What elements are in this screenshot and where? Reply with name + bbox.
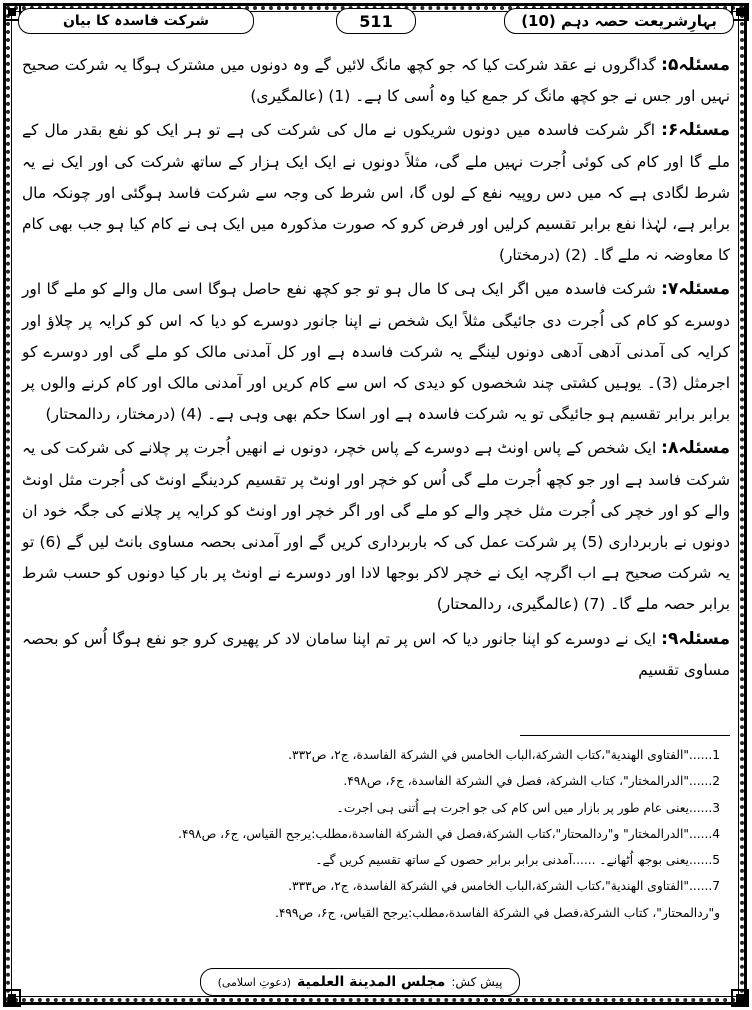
footnote-text: یعنی بوجھ اُٹھانے۔ ......آمدنی برابر برابر حصوں کے ساتھ تقسیم کریں گے۔ — [315, 853, 689, 868]
footnote-item — [40, 742, 720, 768]
masala-reference: (4) (درمختار، ردالمحتار) — [45, 405, 203, 424]
footnote-text: "الفتاوى الهندية"،كتاب الشركة،الباب الخامس في الشركة الفاسدة، ج۲، ص۳۳۲. — [288, 748, 689, 762]
footnote-leader: ...... — [688, 826, 713, 841]
footnote-leader: ...... — [688, 748, 713, 762]
footnote-number: 2 — [712, 774, 720, 789]
chapter-title: شرکت فاسدہ کا بیان — [18, 8, 254, 34]
masala-label: مسئلہ۵: — [661, 55, 730, 75]
footnote-leader: ...... — [688, 853, 713, 868]
masala-paragraph — [22, 115, 730, 271]
masala-label: مسئلہ۹: — [661, 628, 730, 649]
corner-ornament-icon — [2, 988, 22, 1008]
masala-reference: (2) (درمختار) — [498, 246, 587, 265]
footnote-text: و"ردالمحتار"، كتاب الشركة،فصل في الشركة الفاسدة،مطلب:يرجح القياس، ج۶، ص۴۹۹. — [274, 905, 720, 920]
masala-reference: (7) (عالمگیری، ردالمحتار) — [436, 595, 606, 614]
footnote-number: 4 — [712, 826, 720, 841]
masala-paragraph — [22, 50, 730, 112]
footnote-item — [40, 768, 720, 794]
publisher-name: مجلس المدينة العلمية — [297, 974, 446, 990]
masala-text: گداگروں نے عقد شرکت کیا کہ جو کچھ مانگ لائیں گے وہ دونوں میں مشترک ہوگا یہ شرکت صحیح نہیں اور جس نے جو کچھ مانگ کر جمع کیا وہ اُسی کا ہے۔ — [22, 56, 730, 106]
page-header — [18, 8, 734, 36]
footer-prefix: پیش کش: — [451, 975, 503, 989]
footnote-leader: ...... — [688, 800, 713, 815]
footnote-item — [40, 821, 720, 847]
page-number: 511 — [336, 8, 416, 34]
footnote-item — [40, 795, 720, 821]
footnote-number: 1 — [712, 748, 720, 762]
main-text — [22, 50, 730, 689]
masala-paragraph — [22, 433, 730, 620]
masala-text: ایک نے دوسرے کو اپنا جانور دیا کہ اس پر تم اپنا سامان لاد کر پھیری کرو جو نفع ہوگا اُس کو بحصہ مساوی تقسیم — [22, 629, 730, 679]
footnote-item — [40, 900, 720, 926]
footnote-divider — [520, 735, 730, 736]
footnote-text: یعنی عام طور پر بازار میں اس کام کی جو اجرت ہے اُتنی ہی اجرت۔ — [336, 800, 689, 815]
footnote-number: 5 — [712, 853, 720, 868]
publisher-subtitle: (دعوتِ اسلامی) — [217, 975, 292, 989]
footnote-text: "الدرالمختار" و"ردالمحتار"،كتاب الشركة،فصل في الشركة الفاسدة،مطلب:يرجح القياس، ج۶، ص۴۹۸. — [178, 826, 689, 841]
masala-text: ایک شخص کے پاس اونٹ ہے دوسرے کے پاس خچر، دونوں نے انھیں اُجرت پر چلانے کی شرکت کی یہ شرکت فاسد ہے اور جو کچھ اُجرت ملے گی اُس کو خچر اور اونٹ پر تقسیم کردینگے اونٹ کی اُجرت مثل اونٹ والے کو اور خچر کی اُجرت مثل خچر والے کو ملے گی اور اگر خچر اور اونٹ کو کرایہ پر چلانے کی جگہ خود ان دونوں نے باربرداری (5) پر شرکت عمل کی کہ باربرداری کریں گے اور آمدنی بحصہ مساوی بانٹ لیں گے (6) تو یہ شرکت صحیح ہے اب اگرچہ ایک نے خچر لاکر بوجھا لادا اور دوسرے نے اونٹ پر بار کیا دونوں کو حسب شرط برابر حصہ ملے گا۔ — [22, 439, 730, 614]
masala-text: اگر شرکت فاسدہ میں دونوں شریکوں نے مال کی شرکت کی ہے تو ہر ایک کو نفع بقدر مال کے ملے گا اور کام کی کوئی اُجرت نہیں ملے گی، مثلاً دونوں نے ایک ایک ہزار کے ساتھ شرکت کی اور ایک نے یہ شرط لگادی ہے کہ میں دس روپیہ نفع کے لوں گا، اس شرط کی وجہ سے شرکت فاسد ہوگئی اور چونکہ مال برابر ہے، لہٰذا نفع برابر تقسیم کرلیں اور فرض کرو کہ صورت مذکورہ میں ایک ہی نے کام کیا ہو جب بھی کام کا معاوضہ نہ ملے گا۔ — [22, 121, 730, 265]
masala-reference: (1) (عالمگیری) — [250, 87, 351, 106]
footnote-number: 3 — [712, 800, 720, 815]
footnote-number: 7 — [712, 879, 720, 894]
footnote-item — [40, 873, 720, 899]
footnotes — [40, 742, 720, 926]
corner-ornament-icon — [730, 988, 750, 1008]
masala-label: مسئلہ۸: — [661, 438, 730, 459]
publisher-footer — [200, 968, 520, 996]
masala-paragraph — [22, 274, 730, 430]
footnote-item — [40, 847, 720, 873]
masala-label: مسئلہ۶: — [661, 120, 730, 141]
footnote-leader: ...... — [688, 879, 713, 894]
masala-label: مسئلہ۷: — [661, 279, 730, 300]
masala-text: شرکت فاسدہ میں اگر ایک ہی کا مال ہو تو جو کچھ نفع حاصل ہوگا اسی مال والے کو ملے گا اور دوسرے کو کام کی اُجرت دی جائیگی مثلاً ایک شخص نے اپنا جانور دوسرے کو دیا کہ اس کو کرایہ پر چلاؤ اور کرایہ کی آمدنی آدھی آدھی دونوں لینگے یہ شرکت فاسدہ ہے اور کل آمدنی مالک کو ملے گی اور دوسرے کو اجرمثل (3)۔ یوہیں کشتی چند شخصوں کو دیدی کہ اس سے کام کریں اور آمدنی مالک اور کام کرنے والوں پر برابر برابر تقسیم ہو جائیگی تو یہ شرکت فاسدہ ہے اور اسکا حکم بھی وہی ہے۔ — [22, 280, 730, 424]
masala-paragraph — [22, 624, 730, 686]
footnote-text: "الدرالمختار"، كتاب الشركة، فصل في الشركة الفاسدة، ج۶، ص۴۹۸. — [343, 774, 689, 789]
footnote-text: "الفتاوى الهندية"،كتاب الشركة،الباب الخامس في الشركة الفاسدة، ج۲، ص۳۳۳. — [288, 879, 689, 894]
footnote-leader: ...... — [688, 774, 713, 789]
book-title: بہارِشریعت حصہ دہم (10) — [504, 8, 734, 34]
